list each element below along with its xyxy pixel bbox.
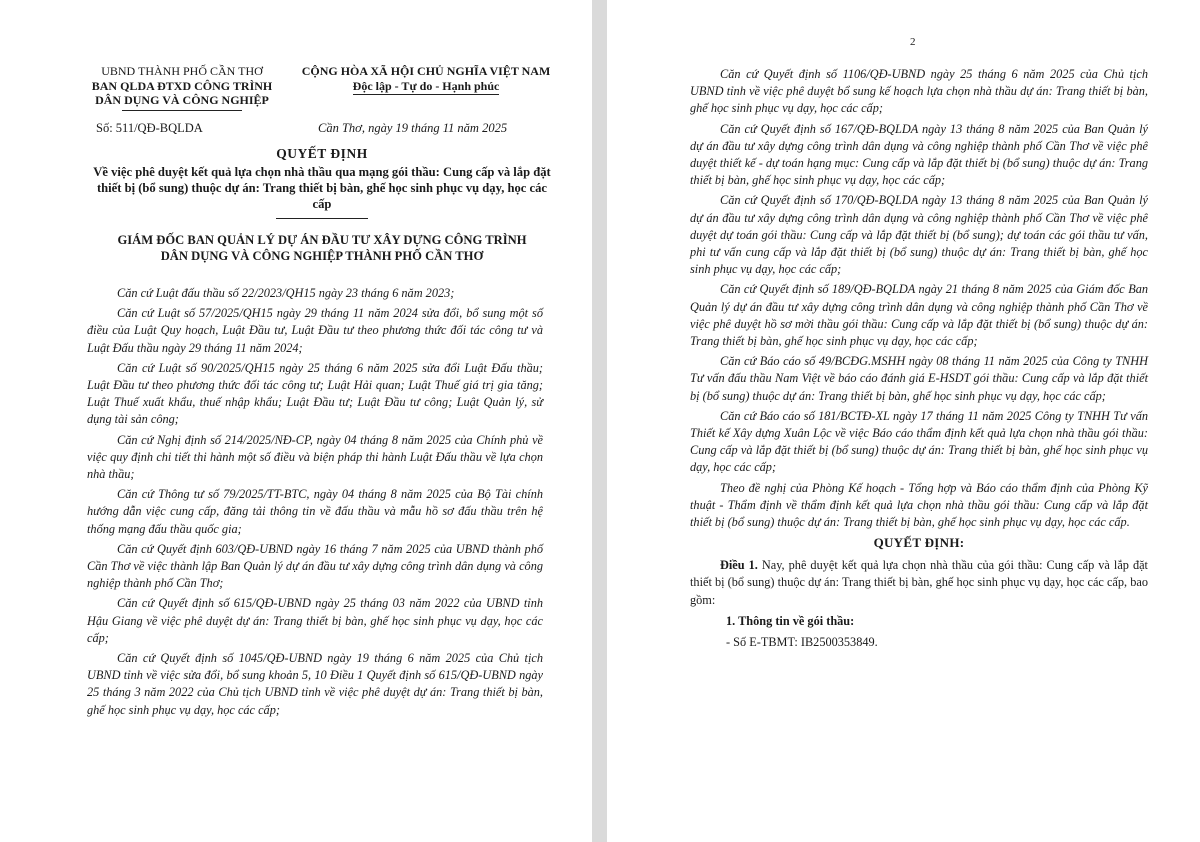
legal-basis-paragraph: Căn cứ Thông tư số 79/2025/TT-BTC, ngày 04 tháng 8 năm 2025 của Bộ Tài chính hướng dẫn việc cung cấp, đăng tải thông tin về đấu thầu và mẫu hồ sơ đấu thầu trên hệ thống mạng đấu thầu quốc gia; (87, 487, 543, 536)
legal-basis-paragraph: Căn cứ Báo cáo số 181/BCTĐ-XL ngày 17 tháng 11 năm 2025 Công ty TNHH Tư vấn Thiết kế Xây dựng Xuân Lộc về việc Báo cáo thẩm định kết quả lựa chọn nhà thầu gói thầu: Cung cấp và lắp đặt thiết bị (bổ sung) thuộc dự án: Trang thiết bị bàn, ghế học sinh phục vụ dạy, học các cấp; (690, 408, 1148, 475)
legal-basis-paragraph: Theo đề nghị của Phòng Kế hoạch - Tổng hợp và Báo cáo thẩm định của Phòng Kỹ thuật - Thẩm định về thẩm định kết quả lựa chọn nhà thầu gói thầu: Cung cấp và lắp đặt thiết bị (bổ sung) thuộc dự án: Trang thiết bị bàn, ghế học sinh phục vụ dạy, học các cấp. (690, 480, 1148, 530)
agency-line-3: DÂN DỤNG VÀ CÔNG NGHIỆP (95, 93, 269, 107)
section-1-item: - Số E-TBMT: IB2500353849. (726, 635, 878, 650)
agency-line-1: UBND THÀNH PHỐ CẦN THƠ (101, 64, 263, 78)
document-header (82, 64, 562, 124)
legal-basis-paragraph: Căn cứ Quyết định số 167/QĐ-BQLDA ngày 13 tháng 8 năm 2025 của Ban Quản lý dự án đầu tư xây dựng công trình dân dụng và công nghiệp thành phố Cần Thơ về việc phê duyệt thiết kế - dự toán hạng mục: Cung cấp và lắp đặt thiết bị (bổ sung) thuộc dự án: Trang thiết bị bàn, ghế học sinh phục vụ dạy, học các cấp; (690, 121, 1148, 188)
legal-basis-paragraph: Căn cứ Quyết định số 189/QĐ-BQLDA ngày 21 tháng 8 năm 2025 của Giám đốc Ban Quản lý dự án đầu tư xây dựng công trình dân dụng và công nghiệp thành phố Cần Thơ về việc phê duyệt hồ sơ mời thầu gói thầu: Cung cấp và lắp đặt thiết bị (bổ sung) thuộc dự án: Trang thiết bị bàn, ghế học sinh phục vụ dạy, học các cấp; (690, 282, 1148, 349)
legal-basis-paragraph: Căn cứ Luật đấu thầu số 22/2023/QH15 ngày 23 tháng 6 năm 2023; (117, 286, 455, 300)
agency-underline (122, 110, 242, 111)
legal-basis-paragraph: Căn cứ Quyết định số 615/QĐ-UBND ngày 25 tháng 03 năm 2022 của UBND tỉnh Hậu Giang về việc phê duyệt dự án: Trang thiết bị bàn, ghế học sinh phục vụ dạy, học các cấp; (87, 596, 543, 645)
place-date: Cần Thơ, ngày 19 tháng 11 năm 2025 (318, 121, 508, 135)
legal-basis-paragraph: Căn cứ Quyết định số 170/QĐ-BQLDA ngày 13 tháng 8 năm 2025 của Ban Quản lý dự án đầu tư xây dựng công trình dân dụng và công nghiệp thành phố Cần Thơ về việc phê duyệt dự toán gói thầu: Cung cấp và lắp đặt thiết bị (bổ sung); dự toán các gói thầu tư vấn, phi tư vấn cung cấp và lắp đặt thiết bị (bổ sung) thuộc dự án: Trang thiết bị bàn, ghế học sinh phục vụ dạy, học các cấp; (690, 193, 1148, 277)
document-title: QUYẾT ĐỊNH (276, 146, 368, 161)
legal-basis-paragraph: Căn cứ Quyết định số 1045/QĐ-UBND ngày 19 tháng 6 năm 2025 của Chủ tịch UBND tỉnh về việc sửa đổi, bổ sung khoản 5, 10 Điều 1 Quyết định số 615/QĐ-UBND ngày 25 tháng 3 năm 2022 của Chủ tịch UBND tỉnh về việc phê duyệt dự án: Trang thiết bị bàn, ghế học sinh phục vụ dạy, học các cấp; (87, 651, 543, 717)
article-1-text: Nay, phê duyệt kết quả lựa chọn nhà thầu của gói thầu: Cung cấp và lắp đặt thiết bị (bổ sung) thuộc dự án: Trang thiết bị bàn, ghế học sinh phục vụ dạy, học các cấp, bao gồm: (690, 558, 1148, 607)
nation-title: CỘNG HÒA XÃ HỘI CHỦ NGHĨA VIỆT NAM (301, 64, 551, 78)
subject-underline (276, 218, 368, 219)
director-line-1: GIÁM ĐỐC BAN QUẢN LÝ DỰ ÁN ĐẦU TƯ XÂY DỰNG CÔNG TRÌNH (117, 233, 527, 247)
motto-text: Độc lập - Tự do - Hạnh phúc (353, 79, 500, 96)
national-heading (288, 64, 564, 95)
article-1 (690, 557, 1148, 609)
article-1-label: Điều 1. (720, 558, 758, 573)
legal-basis-paragraph: Căn cứ Luật số 57/2025/QH15 ngày 29 tháng 11 năm 2024 sửa đổi, bổ sung một số điều của Luật Quy hoạch, Luật Đầu tư, Luật Đầu tư theo phương thức đối tác công tư và Luật Đấu thầu ngày 29 tháng 11 năm 2024; (87, 306, 543, 355)
section-1-title: 1. Thông tin về gói thầu: (726, 613, 855, 628)
document-number: Số: 511/QĐ-BQLDA (96, 121, 203, 135)
right-legal-bases (690, 66, 1148, 651)
legal-basis-paragraph: Căn cứ Quyết định số 1106/QĐ-UBND ngày 25 tháng 6 năm 2025 của Chủ tịch UBND tỉnh về việc phê duyệt bổ sung kế hoạch lựa chọn nhà thầu dự án: Trang thiết bị bàn, ghế học sinh phục vụ dạy, học các cấp; (690, 67, 1148, 116)
document-subject: Về việc phê duyệt kết quả lựa chọn nhà thầu qua mạng gói thầu: Cung cấp và lắp đặt thiết bị (bổ sung) thuộc dự án: Trang thiết bị bàn, ghế học sinh phục vụ dạy, học các cấp (93, 165, 551, 211)
legal-basis-paragraph: Căn cứ Nghị định số 214/2025/NĐ-CP, ngày 04 tháng 8 năm 2025 của Chính phủ về việc quy định chi tiết thi hành một số điều và biện pháp thi hành Luật Đấu thầu về lựa chọn nhà thầu; (87, 432, 543, 482)
decision-heading: QUYẾT ĐỊNH: (873, 535, 965, 551)
page-divider (592, 0, 607, 842)
motto (288, 79, 564, 96)
legal-basis-paragraph: Căn cứ Báo cáo số 49/BCĐG.MSHH ngày 08 tháng 11 năm 2025 của Công ty TNHH Tư vấn đấu thầu Nam Việt về báo cáo đánh giá E-HSDT gói thầu: Cung cấp và lắp đặt thiết bị (bổ sung) thuộc dự án: Trang thiết bị bàn, ghế học sinh phục vụ dạy, học các cấp; (690, 354, 1148, 403)
left-legal-bases (87, 285, 543, 722)
page-number: 2 (910, 36, 916, 48)
legal-basis-paragraph: Căn cứ Luật số 90/2025/QH15 ngày 25 tháng 6 năm 2025 sửa đổi Luật Đấu thầu; Luật Đầu tư theo phương thức đối tác công tư; Luật Hải quan; Luật Thuế giá trị gia tăng; Luật Thuế xuất khẩu, thuế nhập khẩu; Luật Đầu tư; Luật Đầu tư công; Luật Quản lý, sử dụng tài sản công; (87, 360, 543, 427)
legal-basis-paragraph: Căn cứ Quyết định 603/QĐ-UBND ngày 16 tháng 7 năm 2025 của UBND thành phố Cần Thơ về việc thành lập Ban Quản lý dự án đầu tư xây dựng công trình dân dụng và công nghiệp thành phố Cần Thơ; (87, 541, 543, 591)
director-heading (82, 232, 562, 264)
director-line-2: DÂN DỤNG VÀ CÔNG NGHIỆP THÀNH PHỐ CẦN THƠ (160, 249, 484, 263)
issuing-agency (82, 64, 282, 111)
agency-line-2: BAN QLDA ĐTXD CÔNG TRÌNH (91, 78, 273, 93)
